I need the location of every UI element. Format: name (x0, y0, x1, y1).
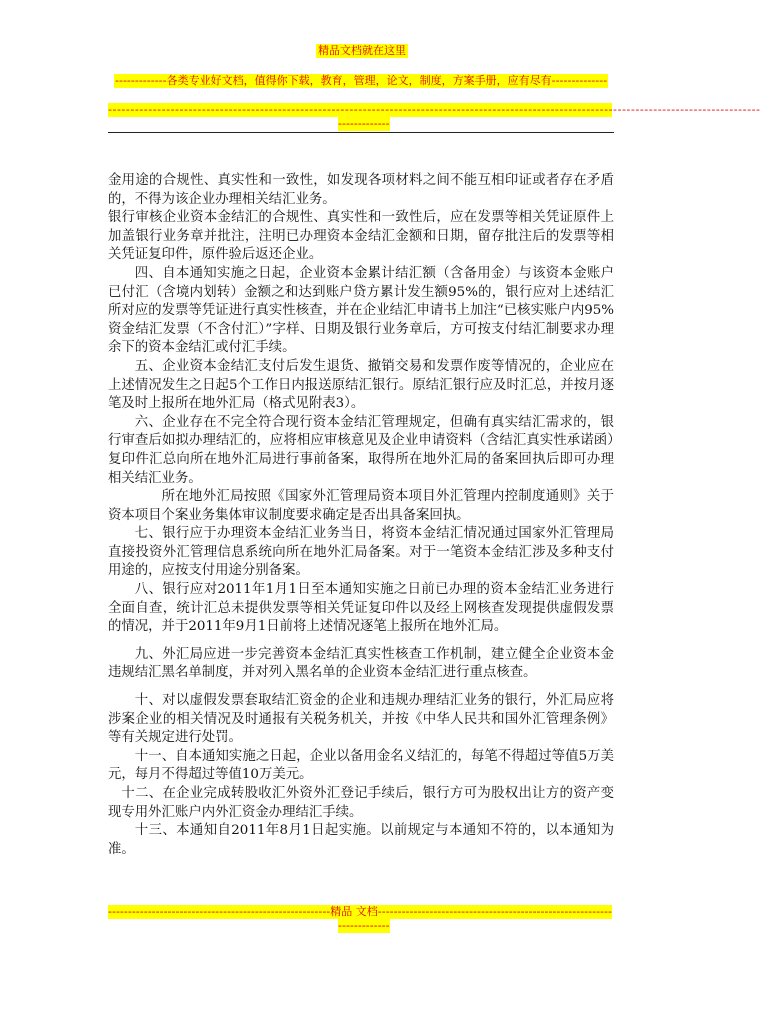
header-separator-line: -------------------------------------------------------------------------------------------------------------------------------------------------- (108, 103, 761, 116)
paragraph-item-8: 八、银行应对2011年1月1日至本通知实施之日前已办理的资本金结汇业务进行全面自查，统计汇总未提供发票等相关凭证复印件以及经上网核查发现提供虚假发票的情况，并于2011年9月1日前将上述情况逐笔上报所在地外汇局。 (108, 582, 614, 635)
document-body (108, 172, 614, 859)
paragraph-bank-review: 银行审核企业资本金结汇的合规性、真实性和一致性后，应在发票等相关凭证原件上加盖银行业务章并批注，注明已办理资本金结汇金额和日期，留存批注后的发票等相关凭证复印件，原件验后返还企业。 (108, 210, 614, 263)
paragraph-item-10: 十、对以虚假发票套取结汇资金的企业和违规办理结汇业务的银行，外汇局应将涉案企业的相关情况及时通报有关税务机关，并按《中华人民共和国外汇管理条例》等有关规定进行处罚。 (108, 693, 614, 746)
paragraph-item-13: 十三、本通知自2011年8月1日起实施。以前规定与本通知不符的，以本通知为准。 (108, 823, 614, 857)
paragraph-item-9: 九、外汇局应进一步完善资本金结汇真实性核查工作机制，建立健全企业资本金违规结汇黑名单制度，并对列入黑名单的企业资本金结汇进行重点核查。 (108, 646, 614, 681)
header-rule (108, 132, 614, 133)
paragraph-item-7: 七、银行应于办理资本金结汇业务当日，将资本金结汇情况通过国家外汇管理局直接投资外汇管理信息系统向所在地外汇局备案。对于一笔资本金结汇涉及多种支付用途的，应按支付用途分别备案。 (108, 526, 614, 579)
paragraph-item-12: 十二、在企业完成转股收汇外资外汇登记手续后，银行方可为股权出让方的资产变现专用外汇账户内外汇资金办理结汇手续。 (108, 786, 614, 820)
paragraph-item-11: 十一、自本通知实施之日起，企业以备用金名义结汇的，每笔不得超过等值5万美元，每月不得超过等值10万美元。 (108, 748, 614, 783)
paragraph-item-6: 六、企业存在不完全符合现行资本金结汇管理规定，但确有真实结汇需求的，银行审查后如拟办理结汇的，应将相应审核意见及企业申请资料（含结汇真实性承诺函）复印件汇总向所在地外汇局进行事前备案，取得所在地外汇局的备案回执后即可办理相关结汇业务。 (108, 414, 614, 486)
footer-separator-tail: ------------- (338, 919, 390, 932)
header-separator-tail: ------------- (338, 117, 390, 130)
header-subtitle: -------------各类专业好文档，值得你下载，教育，管理，论文，制度，方案手册，应有尽有-------------- (115, 74, 608, 87)
paragraph-item-6-note: 所在地外汇局按照《国家外汇管理局资本项目外汇管理内控制度通则》关于资本项目个案业务集体审议制度要求确定是否出具备案回执。 (108, 489, 614, 523)
footer-banner: --------------------------------------------------------精品 文档----------------------------------------------------------- (108, 905, 612, 918)
paragraph-item-5: 五、企业资本金结汇支付后发生退货、撤销交易和发票作废等情况的，企业应在上述情况发生之日起5个工作日内报送原结汇银行。原结汇银行应及时汇总，并按月逐笔及时上报所在地外汇局（格式见附表3）。 (108, 358, 614, 412)
paragraph-materials-consistency: 金用途的合规性、真实性和一致性，如发现各项材料之间不能互相印证或者存在矛盾的，不得为该企业办理相关结汇业务。 (108, 173, 614, 207)
header-title: 精品文档就在这里 (318, 44, 406, 57)
paragraph-item-4: 四、自本通知实施之日起，企业资本金累计结汇额（含备用金）与该资本金账户已付汇（含境内划转）金额之和达到账户贷方累计发生额95%的，银行应对上述结汇所对应的发票等凭证进行真实性核查，并在企业结汇申请书上加注“已核实账户内95%资金结汇发票（不含付汇）”字样、日期及银行业务章后，方可按支付结汇制要求办理余下的资本金结汇或付汇手续。 (108, 265, 614, 356)
